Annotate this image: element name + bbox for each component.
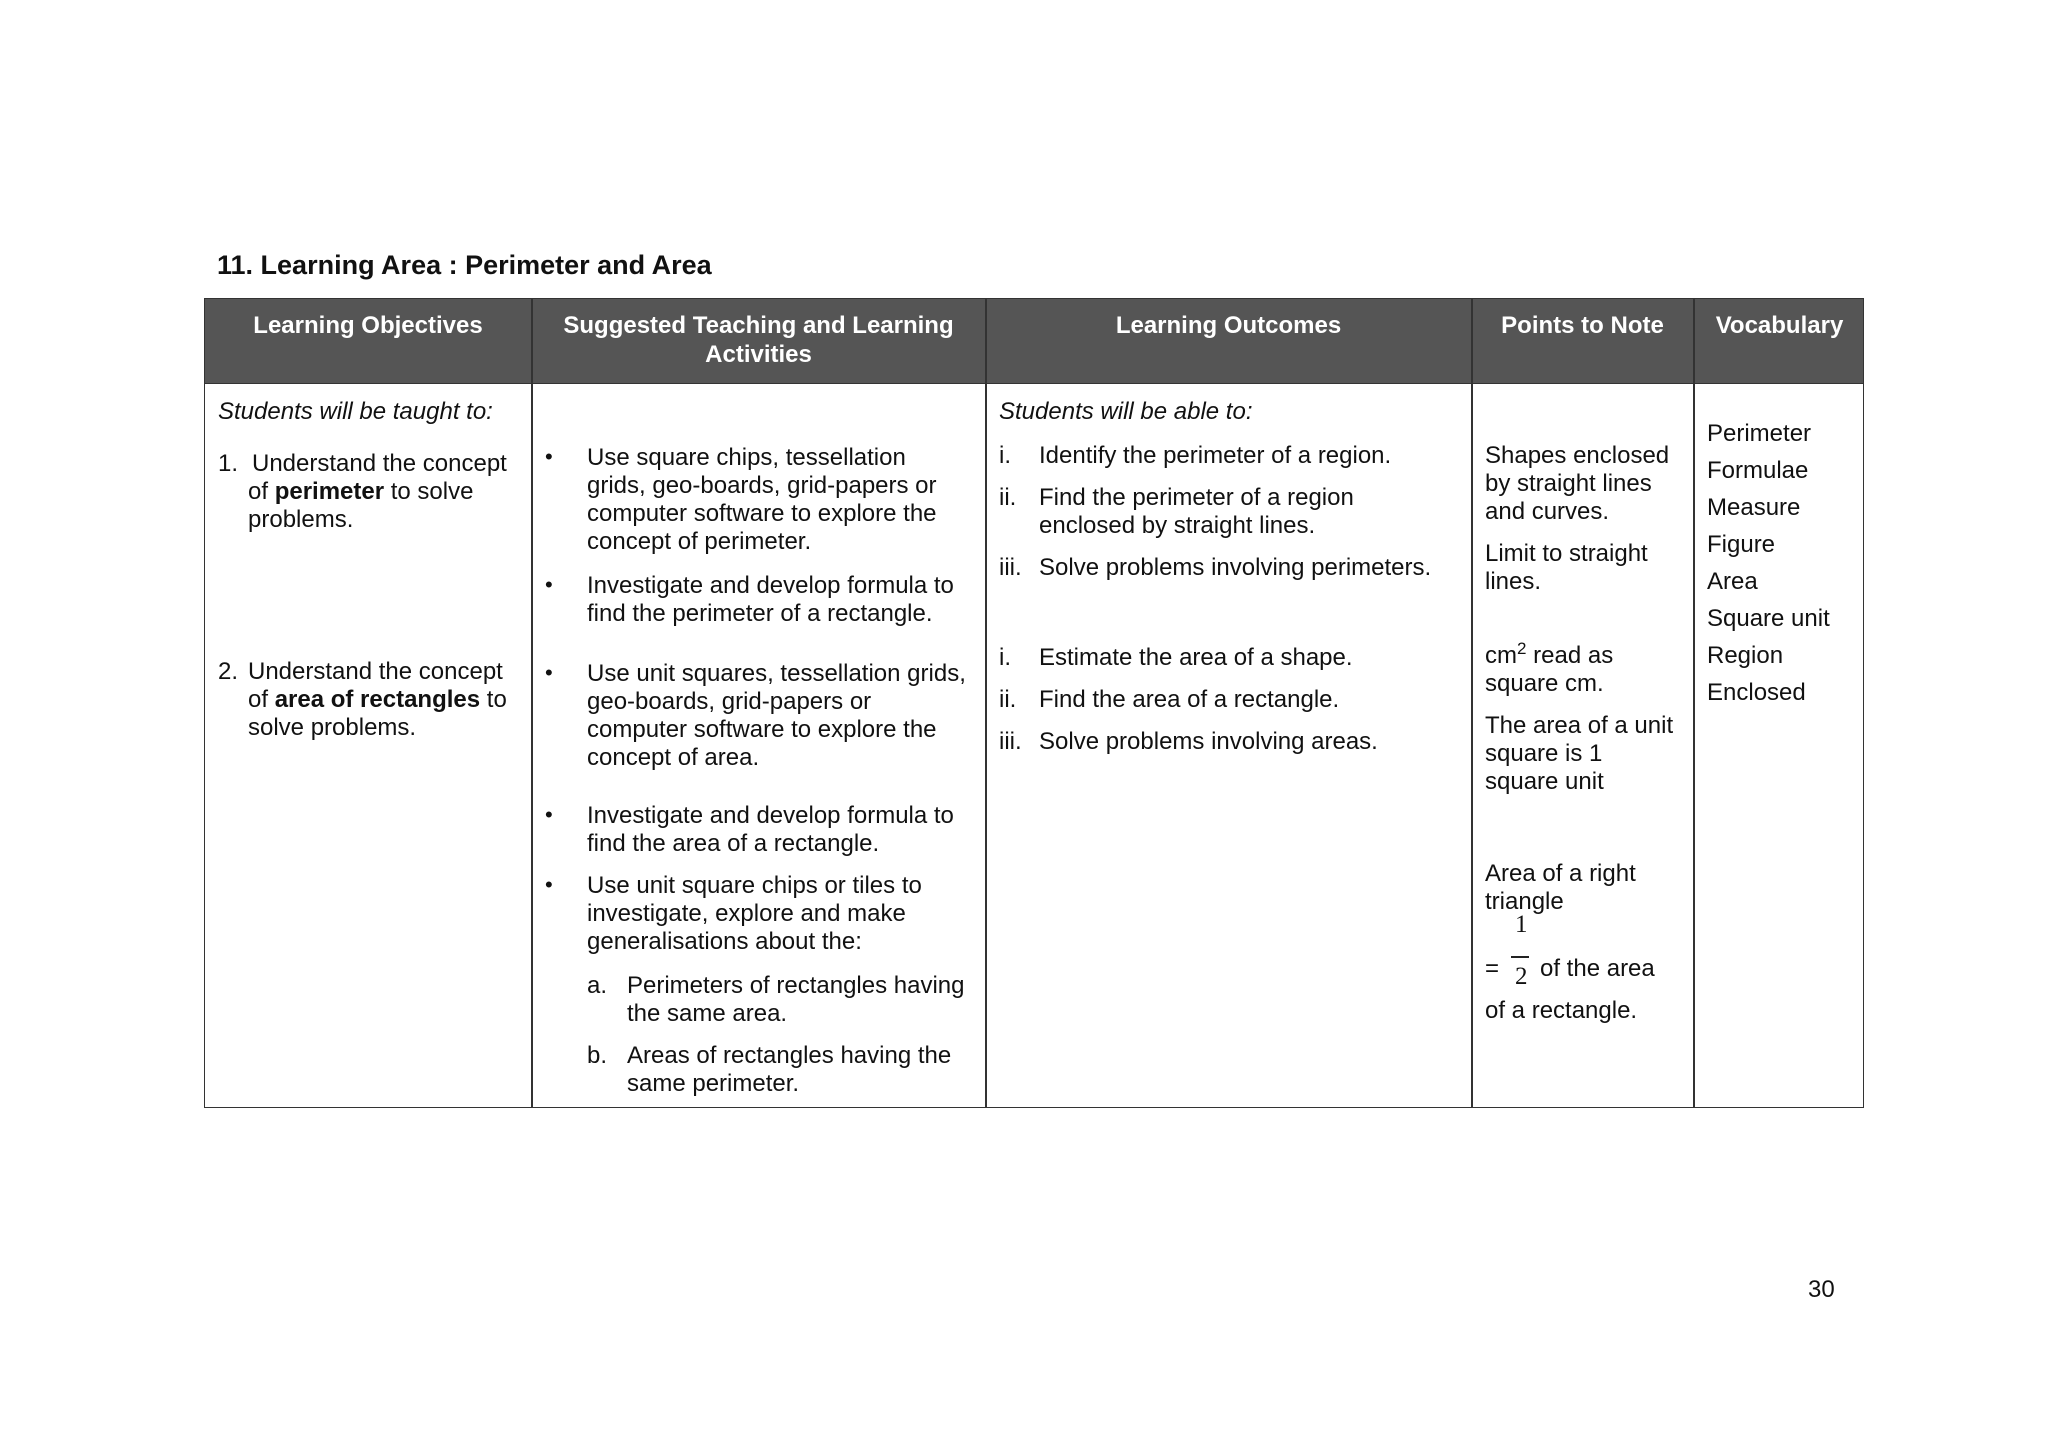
note-line: square unit bbox=[1485, 768, 1604, 795]
header-learning-outcomes: Learning Outcomes bbox=[1115, 312, 1342, 339]
column-divider bbox=[531, 299, 533, 1107]
activity-4-line: find the area of a rectangle. bbox=[587, 830, 880, 857]
activity-5-line: investigate, explore and make bbox=[587, 900, 906, 927]
objective-2-line2: of area of rectangles to bbox=[248, 686, 507, 713]
outcome-numeral: iii. bbox=[999, 554, 1022, 581]
outcome-line: Solve problems involving perimeters. bbox=[1039, 554, 1432, 581]
outcome-numeral: i. bbox=[999, 442, 1011, 469]
activity-1-line: concept of perimeter. bbox=[587, 528, 812, 555]
note-line: of the area bbox=[1540, 955, 1655, 982]
sub-b-line: Areas of rectangles having the bbox=[627, 1042, 952, 1069]
column-divider bbox=[1693, 299, 1695, 1107]
activity-3-line: computer software to explore the bbox=[587, 716, 937, 743]
activity-1-line: computer software to explore the bbox=[587, 500, 937, 527]
objective-1-line1: Understand the concept bbox=[252, 450, 507, 477]
vocabulary-item: Formulae bbox=[1707, 457, 1809, 484]
bullet-icon: • bbox=[545, 872, 553, 897]
note-line: Area of a right bbox=[1485, 860, 1636, 887]
note-line: of a rectangle. bbox=[1485, 997, 1638, 1024]
activity-3-line: Use unit squares, tessellation grids, bbox=[587, 660, 966, 687]
note-line: triangle bbox=[1485, 888, 1564, 915]
sub-a-line: Perimeters of rectangles having bbox=[627, 972, 965, 999]
note-line: Shapes enclosed bbox=[1485, 442, 1670, 469]
activity-5-line: generalisations about the: bbox=[587, 928, 862, 955]
objective-2-keyword: area of rectangles bbox=[274, 686, 481, 713]
page-title: 11. Learning Area : Perimeter and Area bbox=[217, 250, 712, 280]
activity-1-line: grids, geo-boards, grid-papers or bbox=[587, 472, 937, 499]
vocabulary-item: Enclosed bbox=[1707, 679, 1806, 706]
note-line: by straight lines bbox=[1485, 470, 1652, 497]
objective-1-keyword: perimeter bbox=[274, 478, 385, 505]
activity-5-line: Use unit square chips or tiles to bbox=[587, 872, 922, 899]
activity-2-line: find the perimeter of a rectangle. bbox=[587, 600, 933, 627]
outcomes-intro: Students will be able to: bbox=[999, 398, 1253, 425]
objective-1-line3: problems. bbox=[248, 506, 354, 533]
activity-4-line: Investigate and develop formula to bbox=[587, 802, 954, 829]
learning-area-table bbox=[204, 298, 1864, 1108]
outcome-line: Find the area of a rectangle. bbox=[1039, 686, 1340, 713]
outcome-line: Estimate the area of a shape. bbox=[1039, 644, 1353, 671]
note-line: and curves. bbox=[1485, 498, 1610, 525]
activity-3-line: geo-boards, grid-papers or bbox=[587, 688, 872, 715]
column-divider bbox=[985, 299, 987, 1107]
outcome-line: Identify the perimeter of a region. bbox=[1039, 442, 1392, 469]
bullet-icon: • bbox=[545, 572, 553, 597]
vocabulary-item: Area bbox=[1707, 568, 1758, 595]
vocabulary-item: Perimeter bbox=[1707, 420, 1812, 447]
header-suggested-activities bbox=[532, 311, 985, 369]
outcome-line: enclosed by straight lines. bbox=[1039, 512, 1316, 539]
vocabulary-item: Region bbox=[1707, 642, 1784, 669]
activity-2-line: Investigate and develop formula to bbox=[587, 572, 954, 599]
activity-1-line: Use square chips, tessellation bbox=[587, 444, 906, 471]
note-line: Limit to straight bbox=[1485, 540, 1648, 567]
sub-a-line: the same area. bbox=[627, 1000, 788, 1027]
note-line: square cm. bbox=[1485, 670, 1604, 697]
bullet-icon: • bbox=[545, 444, 553, 469]
note-line: square is 1 bbox=[1485, 740, 1603, 767]
objective-1-line2: of perimeter to solve bbox=[248, 478, 474, 505]
outcome-line: Solve problems involving areas. bbox=[1039, 728, 1378, 755]
vocabulary-item: Measure bbox=[1707, 494, 1801, 521]
sub-b-label: b. bbox=[587, 1042, 608, 1069]
outcome-numeral: ii. bbox=[999, 484, 1017, 511]
header-activities-line2: Activities bbox=[705, 341, 812, 368]
sub-a-label: a. bbox=[587, 972, 608, 999]
header-learning-objectives: Learning Objectives bbox=[253, 312, 483, 339]
outcome-numeral: iii. bbox=[999, 728, 1022, 755]
note-line: $cm^2$ read as bbox=[1485, 639, 1614, 669]
outcome-line: Find the perimeter of a region bbox=[1039, 484, 1354, 511]
vocabulary-item: Figure bbox=[1707, 531, 1776, 558]
outcome-numeral: i. bbox=[999, 644, 1011, 671]
bullet-icon: • bbox=[545, 802, 553, 827]
header-points-to-note: Points to Note bbox=[1501, 312, 1664, 339]
equals-sign: = bbox=[1485, 955, 1500, 982]
objectives-intro: Students will be taught to: bbox=[218, 398, 493, 425]
note-half-formula bbox=[1485, 911, 1691, 1031]
bullet-icon: • bbox=[545, 660, 553, 685]
objective-2-line3: solve problems. bbox=[248, 714, 417, 741]
header-vocabulary: Vocabulary bbox=[1715, 312, 1844, 339]
superscript: 2 bbox=[1517, 639, 1527, 658]
note-line: lines. bbox=[1485, 568, 1542, 595]
vocabulary-item: Square unit bbox=[1707, 605, 1830, 632]
fraction-numerator: 1 bbox=[1515, 911, 1528, 938]
sub-b-line: same perimeter. bbox=[627, 1070, 800, 1097]
header-activities-line1: Suggested Teaching and Learning bbox=[563, 312, 954, 339]
outcome-numeral: ii. bbox=[999, 686, 1017, 713]
fraction-bar bbox=[1511, 956, 1529, 958]
activity-3-line: concept of area. bbox=[587, 744, 760, 771]
objective-2-number: 2. bbox=[218, 658, 239, 685]
note-line: The area of a unit bbox=[1485, 712, 1674, 739]
page-number: 30 bbox=[1808, 1276, 1835, 1303]
objective-2-line1: Understand the concept bbox=[248, 658, 503, 685]
objective-1-number: 1. bbox=[218, 450, 239, 477]
column-divider bbox=[1471, 299, 1473, 1107]
fraction-denominator: 2 bbox=[1515, 963, 1528, 990]
